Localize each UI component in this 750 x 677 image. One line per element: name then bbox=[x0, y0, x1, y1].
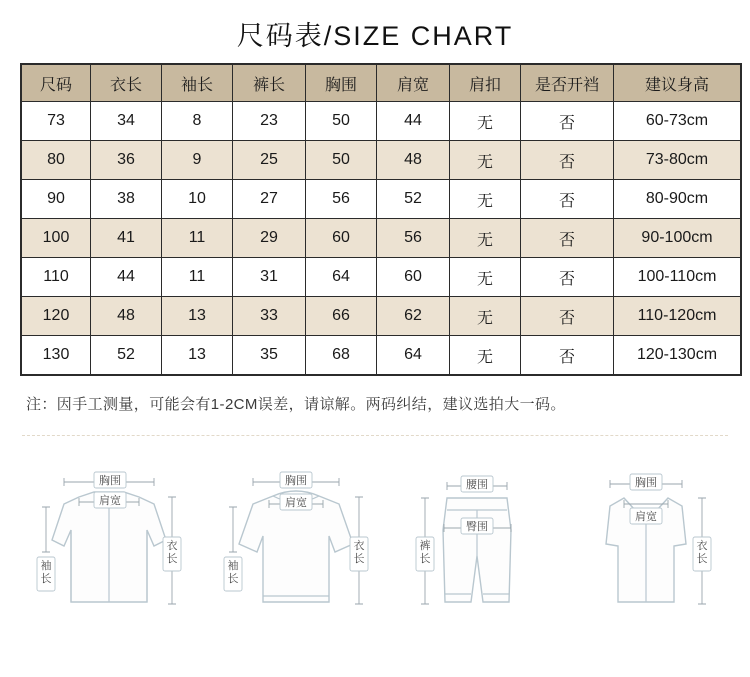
table-header bbox=[21, 64, 741, 102]
cell-size: 80 bbox=[21, 141, 91, 180]
cell-crotch: 否 bbox=[521, 258, 614, 297]
column-header-shoulder: 肩宽 bbox=[377, 64, 450, 102]
figure-pants bbox=[399, 452, 549, 632]
cell-sleeve: 8 bbox=[162, 102, 233, 141]
cell-sleeve: 10 bbox=[162, 180, 233, 219]
cell-height: 73-80cm bbox=[614, 141, 742, 180]
cell-button: 无 bbox=[450, 141, 521, 180]
cell-shoulder: 52 bbox=[377, 180, 450, 219]
label-length: 衣长 bbox=[166, 539, 178, 565]
cell-size: 130 bbox=[21, 336, 91, 376]
jacket-illustration bbox=[24, 452, 194, 632]
size-table-wrap bbox=[20, 63, 730, 376]
cell-sleeve: 13 bbox=[162, 336, 233, 376]
cell-height: 80-90cm bbox=[614, 180, 742, 219]
cell-length: 41 bbox=[91, 219, 162, 258]
figure-row bbox=[0, 436, 750, 632]
cell-crotch: 否 bbox=[521, 141, 614, 180]
cell-height: 100-110cm bbox=[614, 258, 742, 297]
cell-shoulder: 56 bbox=[377, 219, 450, 258]
cell-bust: 64 bbox=[306, 258, 377, 297]
cell-crotch: 否 bbox=[521, 297, 614, 336]
cell-height: 110-120cm bbox=[614, 297, 742, 336]
label-bust: 胸围 bbox=[634, 476, 657, 489]
column-header-sleeve: 袖长 bbox=[162, 64, 233, 102]
page-title: 尺码表/SIZE CHART bbox=[236, 21, 514, 51]
cell-size: 73 bbox=[21, 102, 91, 141]
cell-bust: 60 bbox=[306, 219, 377, 258]
cell-shoulder: 64 bbox=[377, 336, 450, 376]
table-header-row bbox=[21, 64, 741, 102]
size-table bbox=[20, 63, 742, 376]
cell-button: 无 bbox=[450, 336, 521, 376]
cell-pants: 23 bbox=[233, 102, 306, 141]
cell-shoulder: 62 bbox=[377, 297, 450, 336]
label-sleeve: 袖长 bbox=[227, 559, 239, 585]
cell-bust: 50 bbox=[306, 102, 377, 141]
label-waist: 腰围 bbox=[465, 478, 488, 491]
cell-button: 无 bbox=[450, 180, 521, 219]
label-pants-length: 裤长 bbox=[419, 539, 431, 565]
label-length: 衣长 bbox=[696, 539, 708, 565]
cell-bust: 56 bbox=[306, 180, 377, 219]
cell-button: 无 bbox=[450, 219, 521, 258]
sweatshirt-illustration bbox=[211, 452, 381, 632]
cell-pants: 35 bbox=[233, 336, 306, 376]
table-row bbox=[21, 219, 741, 258]
label-shoulder: 肩宽 bbox=[285, 496, 308, 509]
cell-pants: 27 bbox=[233, 180, 306, 219]
column-header-button: 肩扣 bbox=[450, 64, 521, 102]
cell-sleeve: 11 bbox=[162, 258, 233, 297]
table-row bbox=[21, 180, 741, 219]
cell-size: 110 bbox=[21, 258, 91, 297]
cell-shoulder: 48 bbox=[377, 141, 450, 180]
cell-sleeve: 11 bbox=[162, 219, 233, 258]
cell-pants: 31 bbox=[233, 258, 306, 297]
table-row bbox=[21, 141, 741, 180]
cell-pants: 33 bbox=[233, 297, 306, 336]
label-length: 衣长 bbox=[353, 539, 365, 565]
label-bust: 胸围 bbox=[285, 474, 308, 487]
label-shoulder: 肩宽 bbox=[99, 494, 121, 507]
figure-vest bbox=[566, 452, 726, 632]
label-hip: 臀围 bbox=[465, 520, 488, 533]
cell-length: 38 bbox=[91, 180, 162, 219]
cell-size: 100 bbox=[21, 219, 91, 258]
cell-button: 无 bbox=[450, 102, 521, 141]
label-shoulder: 肩宽 bbox=[634, 510, 657, 523]
vest-illustration bbox=[566, 452, 726, 632]
cell-crotch: 否 bbox=[521, 180, 614, 219]
column-header-crotch: 是否开裆 bbox=[521, 64, 614, 102]
column-header-height: 建议身高 bbox=[614, 64, 742, 102]
cell-sleeve: 9 bbox=[162, 141, 233, 180]
measurement-note: 注：因手工测量，可能会有1-2CM误差，请谅解。两码纠结，建议选拍大一码。 bbox=[26, 396, 566, 413]
table-body bbox=[21, 102, 741, 376]
cell-length: 52 bbox=[91, 336, 162, 376]
pants-illustration bbox=[399, 452, 549, 632]
cell-length: 44 bbox=[91, 258, 162, 297]
column-header-bust: 胸围 bbox=[306, 64, 377, 102]
table-row bbox=[21, 258, 741, 297]
label-bust: 胸围 bbox=[99, 474, 121, 487]
cell-bust: 50 bbox=[306, 141, 377, 180]
cell-pants: 25 bbox=[233, 141, 306, 180]
column-header-length: 衣长 bbox=[91, 64, 162, 102]
cell-bust: 66 bbox=[306, 297, 377, 336]
cell-size: 120 bbox=[21, 297, 91, 336]
cell-crotch: 否 bbox=[521, 219, 614, 258]
table-row bbox=[21, 102, 741, 141]
cell-height: 60-73cm bbox=[614, 102, 742, 141]
cell-button: 无 bbox=[450, 258, 521, 297]
table-row bbox=[21, 297, 741, 336]
cell-sleeve: 13 bbox=[162, 297, 233, 336]
cell-length: 36 bbox=[91, 141, 162, 180]
cell-shoulder: 60 bbox=[377, 258, 450, 297]
column-header-pants: 裤长 bbox=[233, 64, 306, 102]
cell-height: 90-100cm bbox=[614, 219, 742, 258]
cell-pants: 29 bbox=[233, 219, 306, 258]
cell-shoulder: 44 bbox=[377, 102, 450, 141]
table-row bbox=[21, 336, 741, 376]
figure-jacket bbox=[24, 452, 194, 632]
cell-height: 120-130cm bbox=[614, 336, 742, 376]
cell-button: 无 bbox=[450, 297, 521, 336]
cell-crotch: 否 bbox=[521, 336, 614, 376]
cell-bust: 68 bbox=[306, 336, 377, 376]
cell-length: 48 bbox=[91, 297, 162, 336]
cell-size: 90 bbox=[21, 180, 91, 219]
column-header-size: 尺码 bbox=[21, 64, 91, 102]
cell-crotch: 否 bbox=[521, 102, 614, 141]
label-sleeve: 袖长 bbox=[40, 559, 52, 585]
figure-sweatshirt bbox=[211, 452, 381, 632]
cell-length: 34 bbox=[91, 102, 162, 141]
